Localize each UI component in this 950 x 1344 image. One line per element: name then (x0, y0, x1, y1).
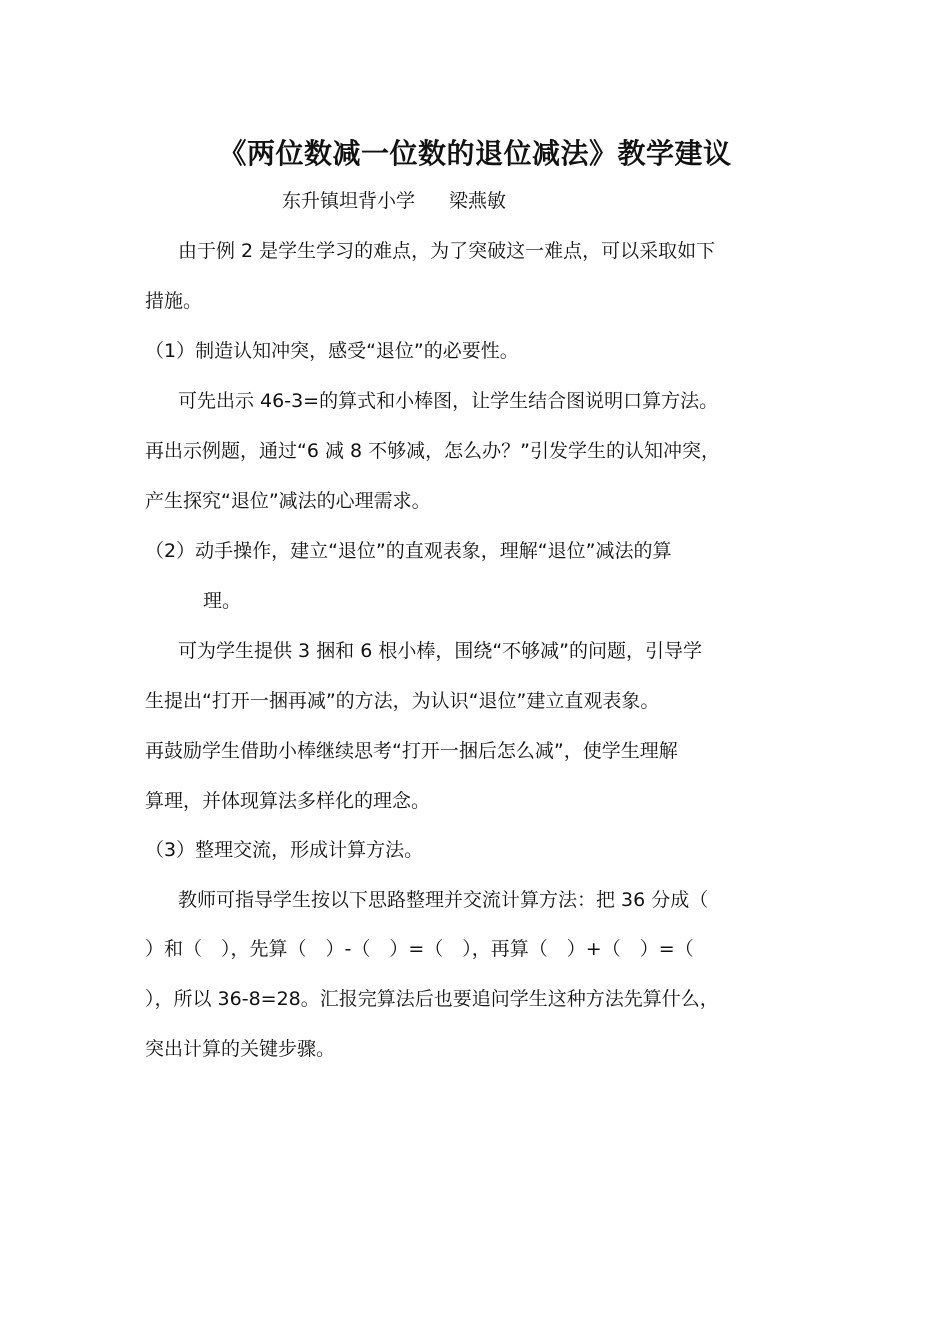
paragraph-line: ），所以 36-8=28。汇报完算法后也要追问学生这种方法先算什么， (145, 988, 719, 1010)
paragraph-line: 可先出示 46-3=的算式和小棒图，让学生结合图说明口算方法。 (178, 390, 719, 412)
paragraph-line: 突出计算的关键步骤。 (145, 1038, 336, 1060)
paragraph-line: 教师可指导学生按以下思路整理并交流计算方法：把 36 分成（ (178, 889, 709, 911)
paragraph-line: 由于例 2 是学生学习的难点，为了突破这一难点，可以采取如下 (178, 240, 716, 262)
section-heading: （1）制造认知冲突，感受“退位”的必要性。 (145, 340, 519, 362)
paragraph-line: 措施。 (145, 290, 203, 312)
author-name: 梁燕敏 (449, 190, 507, 212)
section-heading: （2）动手操作，建立“退位”的直观表象，理解“退位”减法的算 (145, 540, 672, 562)
paragraph-line: 产生探究“退位”减法的心理需求。 (145, 490, 431, 512)
section-heading-continuation: 理。 (203, 590, 242, 612)
section-heading: （3）整理交流，形成计算方法。 (145, 839, 424, 861)
paragraph-line: ）和（ ），先算（ ）-（ ）=（ ），再算（ ）+（ ）=（ (145, 938, 694, 960)
paragraph-line: 再鼓励学生借助小棒继续思考“打开一捆后怎么减”，使学生理解 (145, 740, 678, 762)
paragraph-line: 算理，并体现算法多样化的理念。 (145, 790, 431, 812)
byline (282, 186, 506, 213)
paragraph-line: 再出示例题，通过“6 减 8 不够减，怎么办？”引发学生的认知冲突， (145, 440, 720, 462)
school-name: 东升镇坦背小学 (282, 190, 416, 212)
paragraph-line: 可为学生提供 3 捆和 6 根小棒，围绕“不够减”的问题，引导学 (178, 640, 703, 662)
paragraph-line: 生提出“打开一捆再减”的方法，为认识“退位”建立直观表象。 (145, 690, 660, 712)
document-title: 《两位数减一位数的退位减法》教学建议 (218, 137, 732, 170)
